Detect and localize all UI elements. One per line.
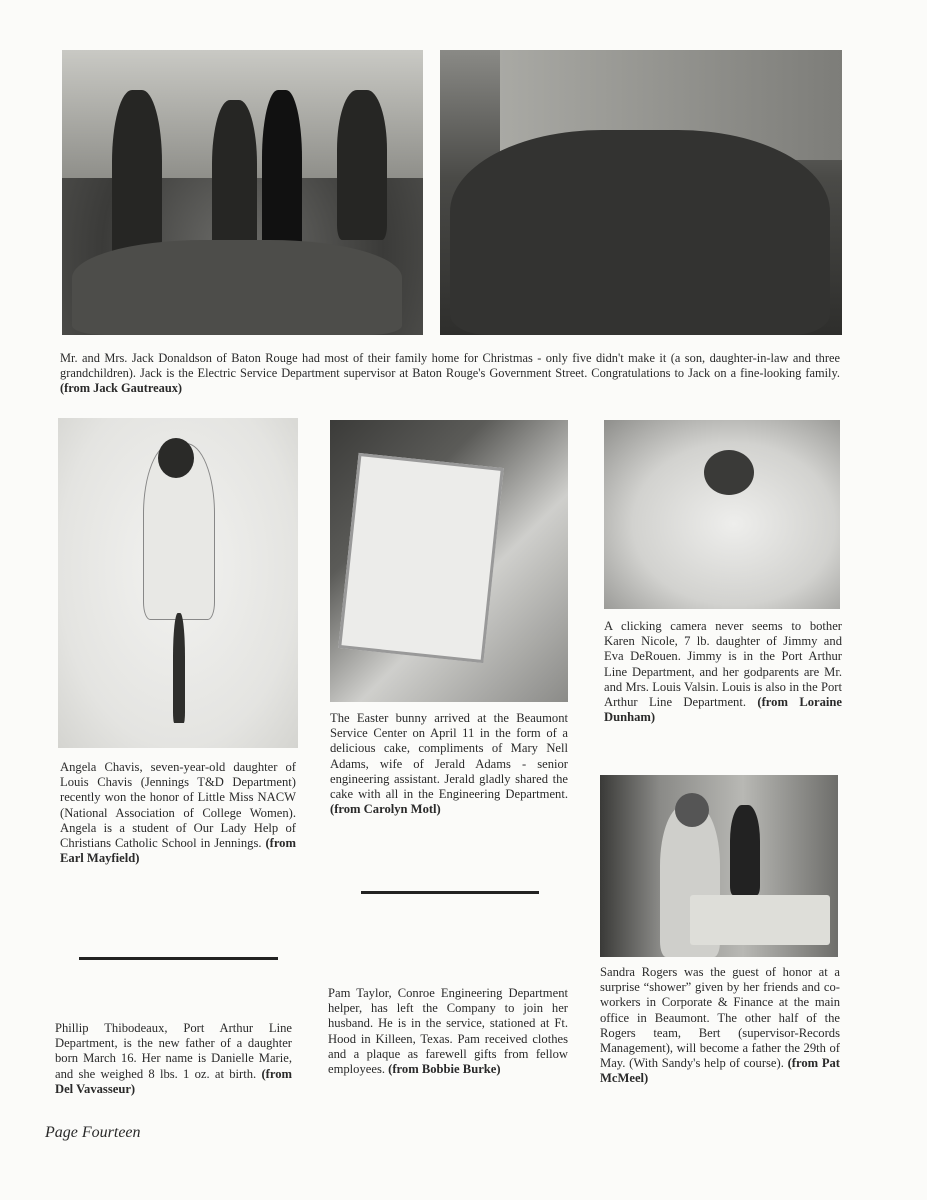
- caption-pam-taylor: [328, 986, 568, 1077]
- caption-credit: (from Pat McMeel): [600, 1056, 841, 1086]
- divider-rule: [79, 957, 278, 960]
- caption-credit: (from Bobbie Burke): [388, 1062, 501, 1077]
- caption-credit: (from Earl Mayfield): [60, 836, 296, 866]
- caption-text: A clicking camera never seems to bother Karen Nicole, 7 lb. daughter of Jimmy and Eva DeRouen. Jimmy is in the Port Arthur Line Department, and her godparents are Mr. and Mrs. Louis Valsin. Louis is also in the Port Arthur Line Department.: [604, 619, 842, 710]
- caption-credit: (from Jack Gautreaux): [60, 381, 183, 396]
- caption-credit: (from Del Vavasseur): [55, 1066, 292, 1096]
- caption-text: Mr. and Mrs. Jack Donaldson of Baton Rouge had most of their family home for Christmas - only five didn't make it (a son, daughter-in-law and three grandchildren). Jack is the Electric Service Department supervisor at Baton Rouge's Government Street. Congratulations to Jack on a fine-looking family.: [60, 351, 840, 381]
- caption-easter-cake: [330, 711, 568, 817]
- caption-karen-nicole: [604, 619, 842, 725]
- page-number: Page Fourteen: [45, 1124, 141, 1141]
- caption-text: Phillip Thibodeaux, Port Arthur Line Department, is the new father of a daughter born March 16. Her name is Danielle Marie, and she weighed 8 lbs. 1 oz. at birth.: [55, 1021, 292, 1081]
- caption-text: The Easter bunny arrived at the Beaumont Service Center on April 11 in the form of a delicious cake, compliments of Mary Nell Adams, wife of Jerald Adams - senior engineering assistant. Jerald gladly shared the cake with all in the Engineering Department.: [330, 711, 568, 802]
- photo-baby-karen-nicole: [604, 420, 840, 609]
- caption-text: Angela Chavis, seven-year-old daughter of Louis Chavis (Jennings T&D Department) recently won the honor of Little Miss NACW (National Association of College Women). Angela is a student of Our Lady Help of Christians Catholic School in Jennings.: [60, 760, 296, 851]
- photo-angela-chavis-trophy: [58, 418, 298, 748]
- caption-text: Pam Taylor, Conroe Engineering Department helper, has left the Company to join her husband. He is in the service, stationed at Ft. Hood in Killeen, Texas. Pam received clothes and a plaque as farewell gifts from fellow employees.: [328, 986, 568, 1077]
- divider-rule: [361, 891, 539, 894]
- caption-phillip-thibodeaux: [55, 1021, 292, 1097]
- photo-easter-bunny-cake: [330, 420, 568, 702]
- caption-credit: (from Carolyn Motl): [330, 802, 441, 817]
- caption-donaldson-family: [60, 351, 840, 397]
- caption-text: Sandra Rogers was the guest of honor at a surprise “shower” given by her friends and co-workers in Corporate & Finance at the main office in Beaumont. The other half of the Rogers team, Bert (supervisor-Records Management), will become a father the 29th of May. (With Sandy's help of course).: [600, 965, 840, 1071]
- photo-donaldson-family-group-2: [440, 50, 842, 335]
- caption-sandra-rogers: [600, 965, 840, 1087]
- photo-sandra-rogers-shower: [600, 775, 838, 957]
- caption-credit: (from Loraine Dunham): [604, 695, 842, 725]
- photo-donaldson-family-group-1: [62, 50, 423, 335]
- caption-angela-chavis: [60, 760, 296, 866]
